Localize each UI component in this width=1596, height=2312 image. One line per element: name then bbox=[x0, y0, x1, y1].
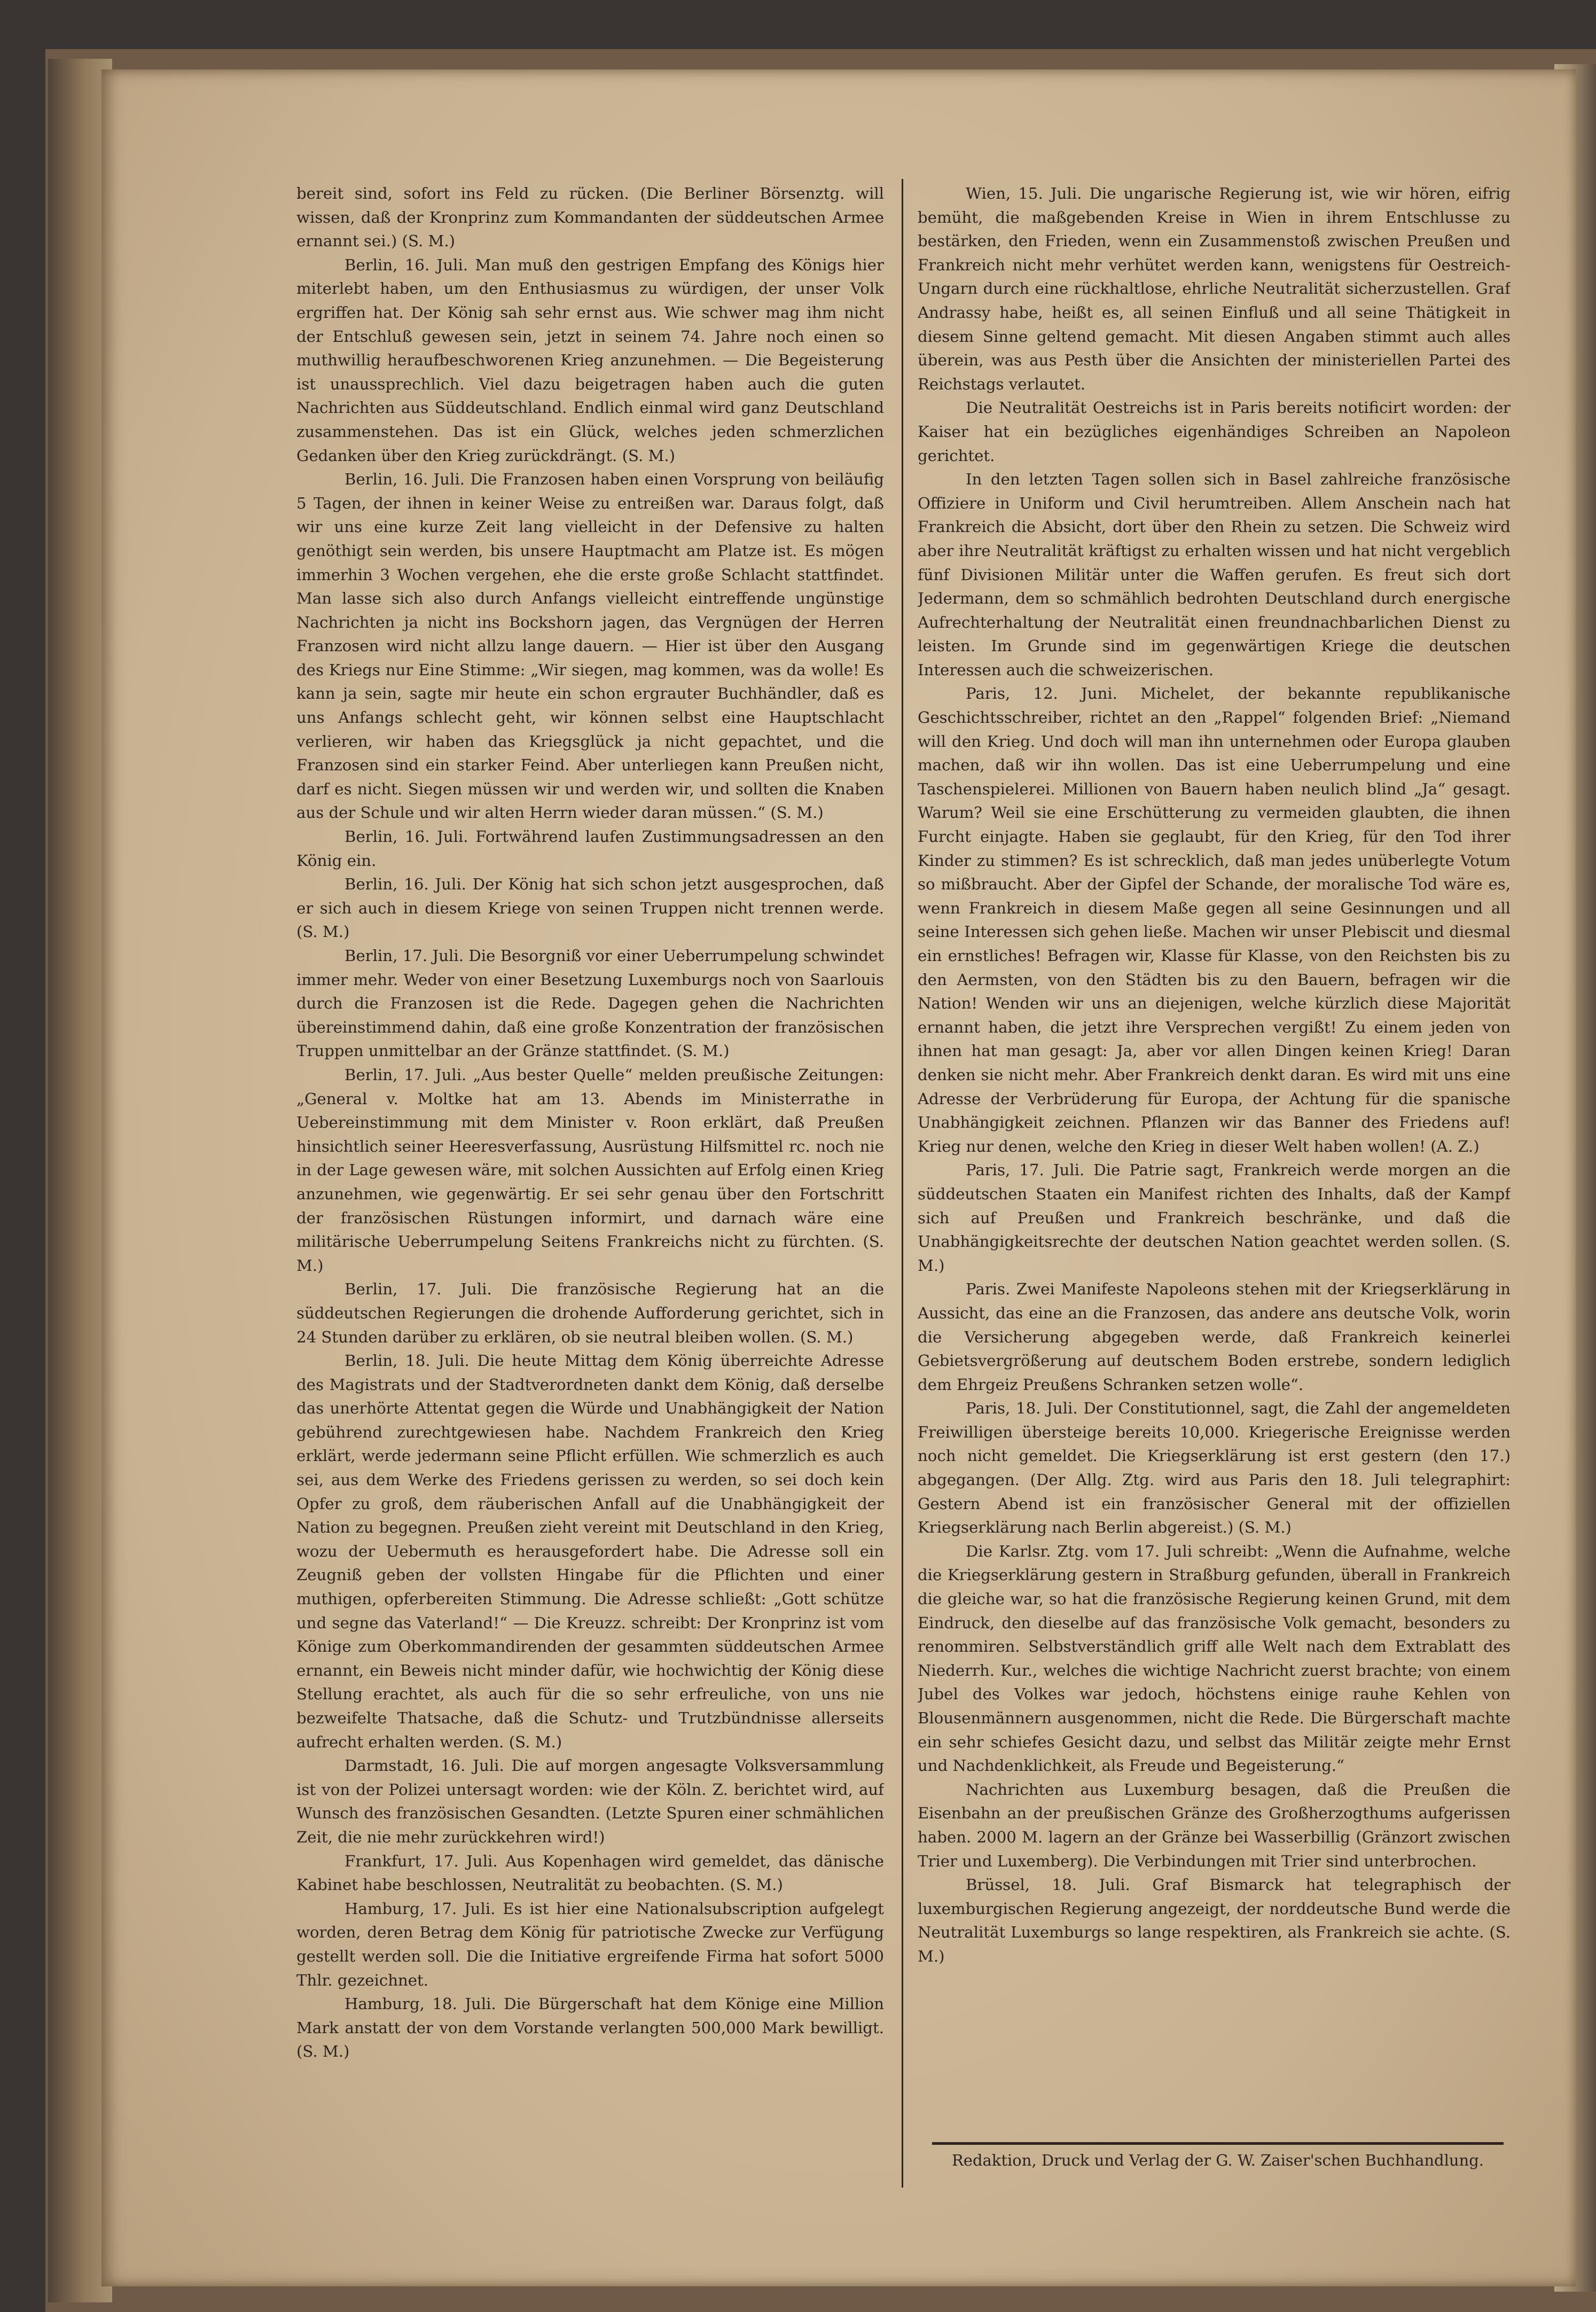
article-paragraph: Die Neutralität Oestreichs ist in Paris bereits notificirt worden: der Kaiser hat ein bezügliches eigenhändiges Schreiben an Napoleon gerichtet. bbox=[918, 399, 1511, 465]
article-paragraph: Berlin, 16. Juli. Man muß den gestrigen Empfang des Königs hier miterlebt haben, um den Enthusiasmus zu würdigen, der unser Volk ergriffen hat. Der König sah sehr ernst aus. Wie schwer mag ihm nicht der Entschluß gewesen sein, jetzt in seinem 74. Jahre noch einen so muthwillig heraufbeschworenen Krieg anzunehmen. — Die Begeisterung ist unaussprechlich. Viel dazu beigetragen haben auch die guten Nachrichten aus Süddeutschland. Endlich einmal wird ganz Deutschland zusammenstehen. Das ist ein Glück, welches jeden schmerzlichen Gedanken über den Krieg zurückdrängt. (S. M.) bbox=[296, 255, 884, 465]
article-paragraph: Wien, 15. Juli. Die ungarische Regierung ist, wie wir hören, eifrig bemüht, die maßgebenden Kreise in Wien in ihrem Entschlusse zu bestärken, den Frieden, wenn ein Zusammenstoß zwischen Preußen und Frankreich nicht mehr verhütet werden kann, wenigstens für Oestreich-Ungarn durch eine rückhaltlose, ehrliche Neutralität sicherzustellen. Graf Andrassy habe, heißt es, all seinen Einfluß und all seine Thätigkeit in diesem Sinne geltend gemacht. Mit diesen Angaben stimmt auch alles überein, was aus Pesth über die Ansichten der ministeriellen Partei des Reichstags verlautet. bbox=[918, 184, 1511, 393]
article-paragraph: In den letzten Tagen sollen sich in Basel zahlreiche französische Offiziere in Uniform und Civil herumtreiben. Allem Anschein nach hat Frankreich die Absicht, dort über den Rhein zu setzen. Die Schweiz wird aber ihre Neutralität kräftigst zu erhalten wissen und hat nicht vergeblich fünf Divisionen Militär unter die Waffen gerufen. Es freut sich dort Jedermann, dem so schmählich bedrohten Deutschland durch energische Aufrechterhaltung der Neutralität einen freundnachbarlichen Dienst zu leisten. Im Grunde sind im gegenwärtigen Kriege die deutschen Interessen auch die schweizerischen. bbox=[918, 470, 1511, 679]
imprint-footer: Redaktion, Druck und Verlag der G. W. Zaiser'schen Buchhandlung. bbox=[951, 2151, 1484, 2169]
article-paragraph: Darmstadt, 16. Juli. Die auf morgen angesagte Volksversammlung ist von der Polizei untersagt worden: wie der Köln. Z. berichtet wird, auf Wunsch des französischen Gesandten. (Letzte Spuren einer schmählichen Zeit, die nie mehr zurückkehren wird!) bbox=[296, 1756, 884, 1846]
right-column bbox=[918, 182, 1511, 2126]
article-paragraph: Berlin, 17. Juli. Die Besorgniß vor einer Ueberrumpelung schwindet immer mehr. Weder von einer Besetzung Luxemburgs noch von Saarlouis durch die Franzosen ist die Rede. Dagegen gehen die Nachrichten übereinstimmend dahin, daß eine große Konzentration der französischen Truppen unmittelbar an der Gränze stattfindet. (S. M.) bbox=[296, 947, 884, 1060]
article-paragraph: Die Karlsr. Ztg. vom 17. Juli schreibt: „Wenn die Aufnahme, welche die Kriegserklärung gestern in Straßburg gefunden, überall in Frankreich die gleiche war, so hat die französische Regierung keinen Grund, mit dem Eindruck, den dieselbe auf das französische Volk gemacht, besonders zu renommiren. Selbstverständlich griff alle Welt nach dem Extrablatt des Niederrh. Kur., welches die wichtige Nachricht zuerst brachte; von einem Jubel des Volkes war jedoch, höchstens einige rauhe Kehlen von Blousenmännern ausgenommen, nicht die Rede. Die Bürgerschaft machte ein sehr schiefes Gesicht dazu, und selbst das Militär zeigte mehr Ernst und Nachdenklichkeit, als Freude und Begeisterung.“ bbox=[918, 1542, 1511, 1775]
footer-rule bbox=[932, 2142, 1504, 2145]
article-paragraph: Paris, 12. Juni. Michelet, der bekannte republikanische Geschichtsschreiber, richtet an den „Rappel“ folgenden Brief: „Niemand will den Krieg. Und doch will man ihn unternehmen oder Europa glauben machen, daß wir ihn wollen. Das ist eine Ueberrumpelung und eine Taschenspielerei. Millionen von Bauern haben neulich blind „Ja“ gesagt. Warum? Weil sie eine Erschütterung zu vermeiden glaubten, die ihnen Furcht einjagte. Haben sie geglaubt, für den Krieg, für den Tod ihrer Kinder zu stimmen? Es ist schrecklich, daß man jedes unüberlegte Votum so mißbraucht. Aber der Gipfel der Schande, der moralische Tod wäre es, wenn Frankreich in diesem Maße gegen all seine Gesinnungen und all seine Interessen sich gehen ließe. Machen wir unser Plebiscit und diesmal ein ernstliches! Befragen wir, Klasse für Klasse, von den Reichsten bis zu den Aermsten, von den Städten bis zu den Bauern, befragen wir die Nation! Wenden wir uns an diejenigen, welche kürzlich diese Majorität ernannt haben, die jetzt ihre Versprechen vergißt! Zu einem jeden von ihnen hat man gesagt: Ja, aber vor allen Dingen keinen Krieg! Daran denken sie nicht mehr. Aber Frankreich denkt daran. Es wird mit uns eine Adresse der Verbrüderung für Europa, der Achtung für die spanische Unabhängigkeit zeichnen. Pflanzen wir das Banner des Friedens auf! Krieg nur denen, welche den Krieg in dieser Welt haben wollen! (A. Z.) bbox=[918, 684, 1511, 1155]
article-paragraph: Berlin, 16. Juli. Die Franzosen haben einen Vorsprung von beiläufig 5 Tagen, der ihnen in keiner Weise zu entreißen war. Daraus folgt, daß wir uns eine kurze Zeit lang vielleicht in der Defensive zu halten genöthigt sein werden, bis unsere Hauptmacht am Platze ist. Es mögen immerhin 3 Wochen vergehen, ehe die erste große Schlacht stattfindet. Man lasse sich also durch Anfangs vielleicht eintreffende ungünstige Nachrichten ja nicht ins Bockshorn jagen, das Vergnügen der Herren Franzosen wird nicht allzu lange dauern. — Hier ist über den Ausgang des Kriegs nur Eine Stimme: „Wir siegen, mag kommen, was da wolle! Es kann ja sein, sagte mir heute ein schon ergrauter Buchhändler, daß es uns Anfangs schlecht geht, wir können selbst eine Hauptschlacht verlieren, wir haben das Kriegsglück ja nicht gepachtet, und die Franzosen sind ein starker Feind. Aber unterliegen kann Preußen nicht, darf es nicht. Siegen müssen wir und werden wir, und sollten die Knaben aus der Schule und wir alten Herrn wieder daran müssen.“ (S. M.) bbox=[296, 470, 884, 822]
article-paragraph: Berlin, 16. Juli. Der König hat sich schon jetzt ausgesprochen, daß er sich auch in diesem Kriege von seinen Truppen nicht trennen werde. (S. M.) bbox=[296, 875, 884, 941]
article-paragraph: Berlin, 17. Juli. Die französische Regierung hat an die süddeutschen Regierungen die drohende Aufforderung gerichtet, sich in 24 Stunden darüber zu erklären, ob sie neutral bleiben wollen. (S. M.) bbox=[296, 1280, 884, 1346]
article-paragraph: Berlin, 18. Juli. Die heute Mittag dem König überreichte Adresse des Magistrats und der Stadtverordneten dankt dem König, daß derselbe das unerhörte Attentat gegen die Würde und Unabhängigkeit der Nation gebührend zurechtgewiesen habe. Nachdem Frankreich den Krieg erklärt, werde jedermann seine Pflicht erfüllen. Wie schmerzlich es auch sei, aus dem Werke des Friedens gerissen zu werden, so sei doch kein Opfer zu groß, dem räuberischen Anfall auf die Unabhängigkeit der Nation zu begegnen. Preußen zieht vereint mit Deutschland in den Krieg, wozu der Uebermuth es herausgefordert habe. Die Adresse soll ein Zeugniß geben der vollsten Hingabe für die Pflichten und einer muthigen, opferbereiten Stimmung. Die Adresse schließt: „Gott schütze und segne das Vaterland!“ — Die Kreuzz. schreibt: Der Kronprinz ist vom Könige zum Oberkommandirenden der gesammten süddeutschen Armee ernannt, ein Beweis nicht minder dafür, wie hochwichtig der König diese Stellung erachtet, als auch für die so sehr erfreuliche, von uns nie bezweifelte Thatsache, daß die Schutz- und Trutzbündnisse allerseits aufrecht erhalten werden. (S. M.) bbox=[296, 1352, 884, 1751]
article-paragraph: Berlin, 16. Juli. Fortwährend laufen Zustimmungsadressen an den König ein. bbox=[296, 827, 884, 870]
article-paragraph: Hamburg, 17. Juli. Es ist hier eine Nationalsubscription aufgelegt worden, deren Betrag dem König für patriotische Zwecke zur Verfügung gestellt werden soll. Die die Initiative ergreifende Firma hat sofort 5000 Thlr. gezeichnet. bbox=[296, 1899, 884, 1989]
article-paragraph: Paris. Zwei Manifeste Napoleons stehen mit der Kriegserklärung in Aussicht, das eine an die Franzosen, das andere ans deutsche Volk, worin die Versicherung abgegeben werde, daß Frankreich keinerlei Gebietsvergrößerung auf deutschem Boden erstrebe, sondern lediglich dem Ehrgeiz Preußens Schranken setzen wolle“. bbox=[918, 1280, 1511, 1394]
column-divider bbox=[902, 179, 903, 2188]
article-paragraph: bereit sind, sofort ins Feld zu rücken. (Die Berliner Börsenztg. will wissen, daß der Kronprinz zum Kommandanten der süddeutschen Armee ernannt sei.) (S. M.) bbox=[296, 184, 884, 251]
article-paragraph: Nachrichten aus Luxemburg besagen, daß die Preußen die Eisenbahn an der preußischen Gränze des Großherzogthums aufgerissen haben. 2000 M. lagern an der Gränze bei Wasserbillig (Gränzort zwischen Trier und Luxemberg). Die Verbindungen mit Trier sind unterbrochen. bbox=[918, 1780, 1511, 1870]
article-paragraph: Frankfurt, 17. Juli. Aus Kopenhagen wird gemeldet, das dänische Kabinet habe beschlossen, Neutralität zu beobachten. (S. M.) bbox=[296, 1852, 884, 1894]
article-paragraph: Paris, 18. Juli. Der Constitutionnel, sagt, die Zahl der angemeldeten Freiwilligen übersteige bereits 10,000. Kriegerische Ereignisse werden noch nicht gemeldet. Die Kriegserklärung ist erst gestern (den 17.) abgegangen. (Der Allg. Ztg. wird aus Paris den 18. Juli telegraphirt: Gestern Abend ist ein französischer General mit der offiziellen Kriegserklärung nach Berlin abgereist.) (S. M.) bbox=[918, 1399, 1511, 1537]
article-paragraph: Paris, 17. Juli. Die Patrie sagt, Frankreich werde morgen an die süddeutschen Staaten ein Manifest richten des Inhalts, daß der Kampf sich auf Preußen und Frankreich beschränke, und daß die Unabhängigkeitsrechte der deutschen Nation geachtet werden sollen. (S. M.) bbox=[918, 1161, 1511, 1275]
article-paragraph: Berlin, 17. Juli. „Aus bester Quelle“ melden preußische Zeitungen: „General v. Moltke hat am 13. Abends im Ministerrathe in Uebereinstimmung mit dem Minister v. Roon erklärt, daß Preußen hinsichtlich seiner Heeresverfassung, Ausrüstung Hilfsmittel rc. noch nie in der Lage gewesen wäre, mit solchen Aussichten auf Erfolg einen Krieg anzunehmen, wie gegenwärtig. Er sei sehr genau über den Fortschritt der französischen Rüstungen informirt, und darnach wäre eine militärische Ueberrumpelung Seitens Frankreichs nicht zu fürchten. (S. M.) bbox=[296, 1065, 884, 1275]
left-column bbox=[296, 182, 884, 2196]
article-paragraph: Brüssel, 18. Juli. Graf Bismarck hat telegraphisch der luxemburgischen Regierung angezeigt, der norddeutsche Bund werde die Neutralität Luxemburgs so lange respektiren, als Frankreich sie achte. (S. M.) bbox=[918, 1876, 1511, 1965]
article-paragraph: Hamburg, 18. Juli. Die Bürgerschaft hat dem Könige eine Million Mark anstatt der von dem Vorstande verlangten 500,000 Mark bewilligt. (S. M.) bbox=[296, 1995, 884, 2061]
